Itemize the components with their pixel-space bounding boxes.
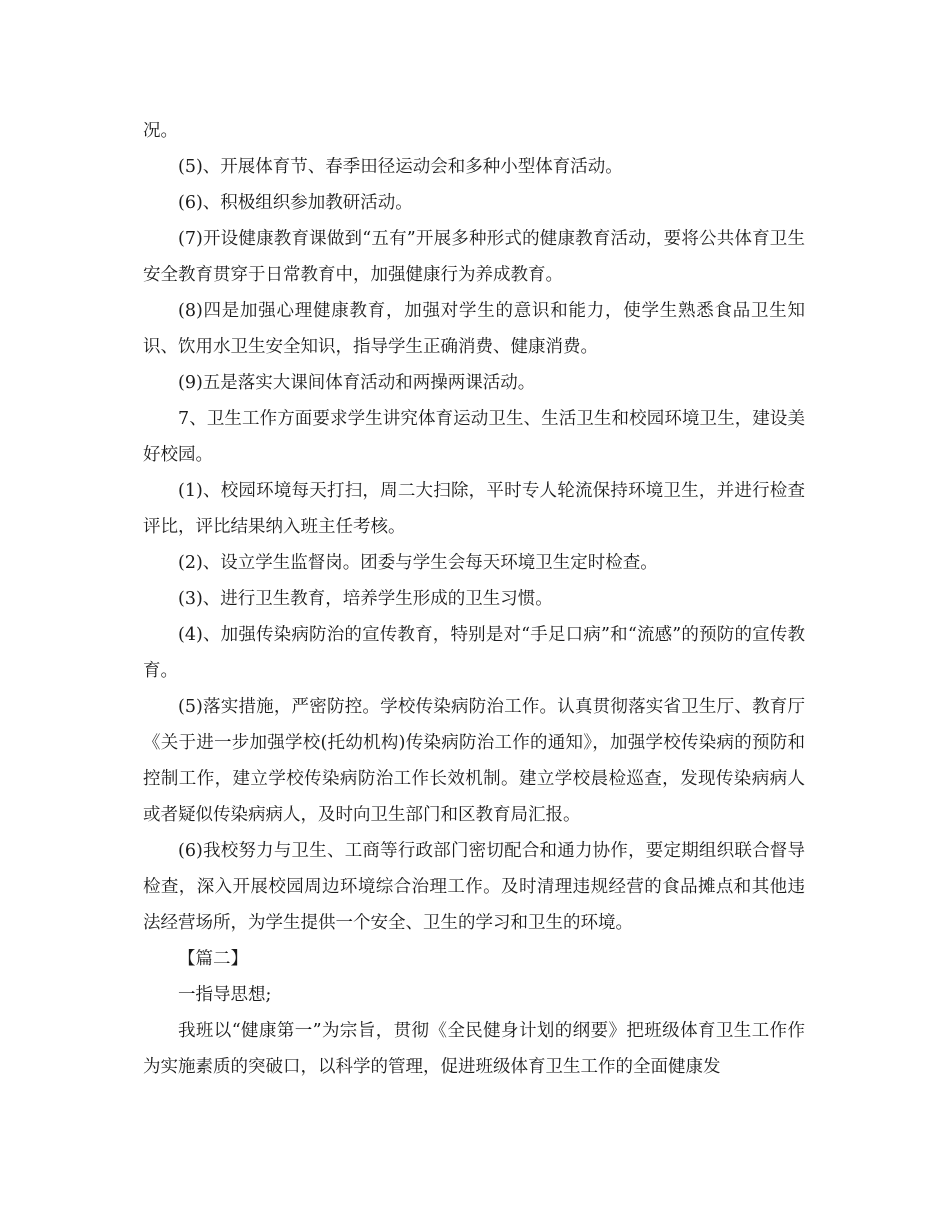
paragraph-10: (4)、加强传染病防治的宣传教育，特别是对“手足口病”和“流感”的预防的宣传教育。 — [143, 625, 805, 681]
paragraph-3: (7)开设健康教育课做到“五有”开展多种形式的健康教育活动，要将公共体育卫生安全教育贯穿于日常教育中，加强健康行为养成教育。 — [143, 229, 805, 285]
paragraph-1: (5)、开展体育节、春季田径运动会和多种小型体育活动。 — [178, 157, 623, 177]
section-heading: 【篇二】 — [178, 949, 248, 969]
paragraph-9: (3)、进行卫生教育，培养学生形成的卫生习惯。 — [178, 589, 553, 609]
paragraph-6: 7、卫生工作方面要求学生讲究体育运动卫生、生活卫生和校园环境卫生，建设美好校园。 — [143, 409, 805, 465]
paragraph-0: 况。 — [143, 121, 178, 141]
paragraph-4: (8)四是加强心理健康教育，加强对学生的意识和能力，使学生熟悉食品卫生知识、饮用水卫生安全知识，指导学生正确消费、健康消费。 — [143, 301, 805, 357]
paragraph-7: (1)、校园环境每天打扫，周二大扫除，平时专人轮流保持环境卫生，并进行检查评比，评比结果纳入班主任考核。 — [143, 481, 805, 537]
paragraph-12: (6)我校努力与卫生、工商等行政部门密切配合和通力协作，要定期组织联合督导检查，深入开展校园周边环境综合治理工作。及时清理违规经营的食品摊点和其他违法经营场所，为学生提供一个安全、卫生的学习和卫生的环境。 — [143, 841, 805, 933]
paragraph-14: 一指导思想; — [178, 985, 272, 1005]
paragraph-15: 我班以“健康第一”为宗旨，贯彻《全民健身计划的纲要》把班级体育卫生工作作为实施素质的突破口，以科学的管理，促进班级体育卫生工作的全面健康发 — [143, 1021, 805, 1077]
paragraph-8: (2)、设立学生监督岗。团委与学生会每天环境卫生定时检查。 — [178, 553, 658, 573]
paragraph-11: (5)落实措施，严密防控。学校传染病防治工作。认真贯彻落实省卫生厅、教育厅《关于进一步加强学校(托幼机构)传染病防治工作的通知》，加强学校传染病的预防和控制工作，建立学校传染病防治工作长效机制。建立学校晨检巡查，发现传染病病人或者疑似传染病病人，及时向卫生部门和区教育局汇报。 — [143, 697, 805, 825]
document-body — [143, 113, 805, 1085]
paragraph-2: (6)、积极组织参加教研活动。 — [178, 193, 413, 213]
paragraph-5: (9)五是落实大课间体育活动和两操两课活动。 — [178, 373, 536, 393]
